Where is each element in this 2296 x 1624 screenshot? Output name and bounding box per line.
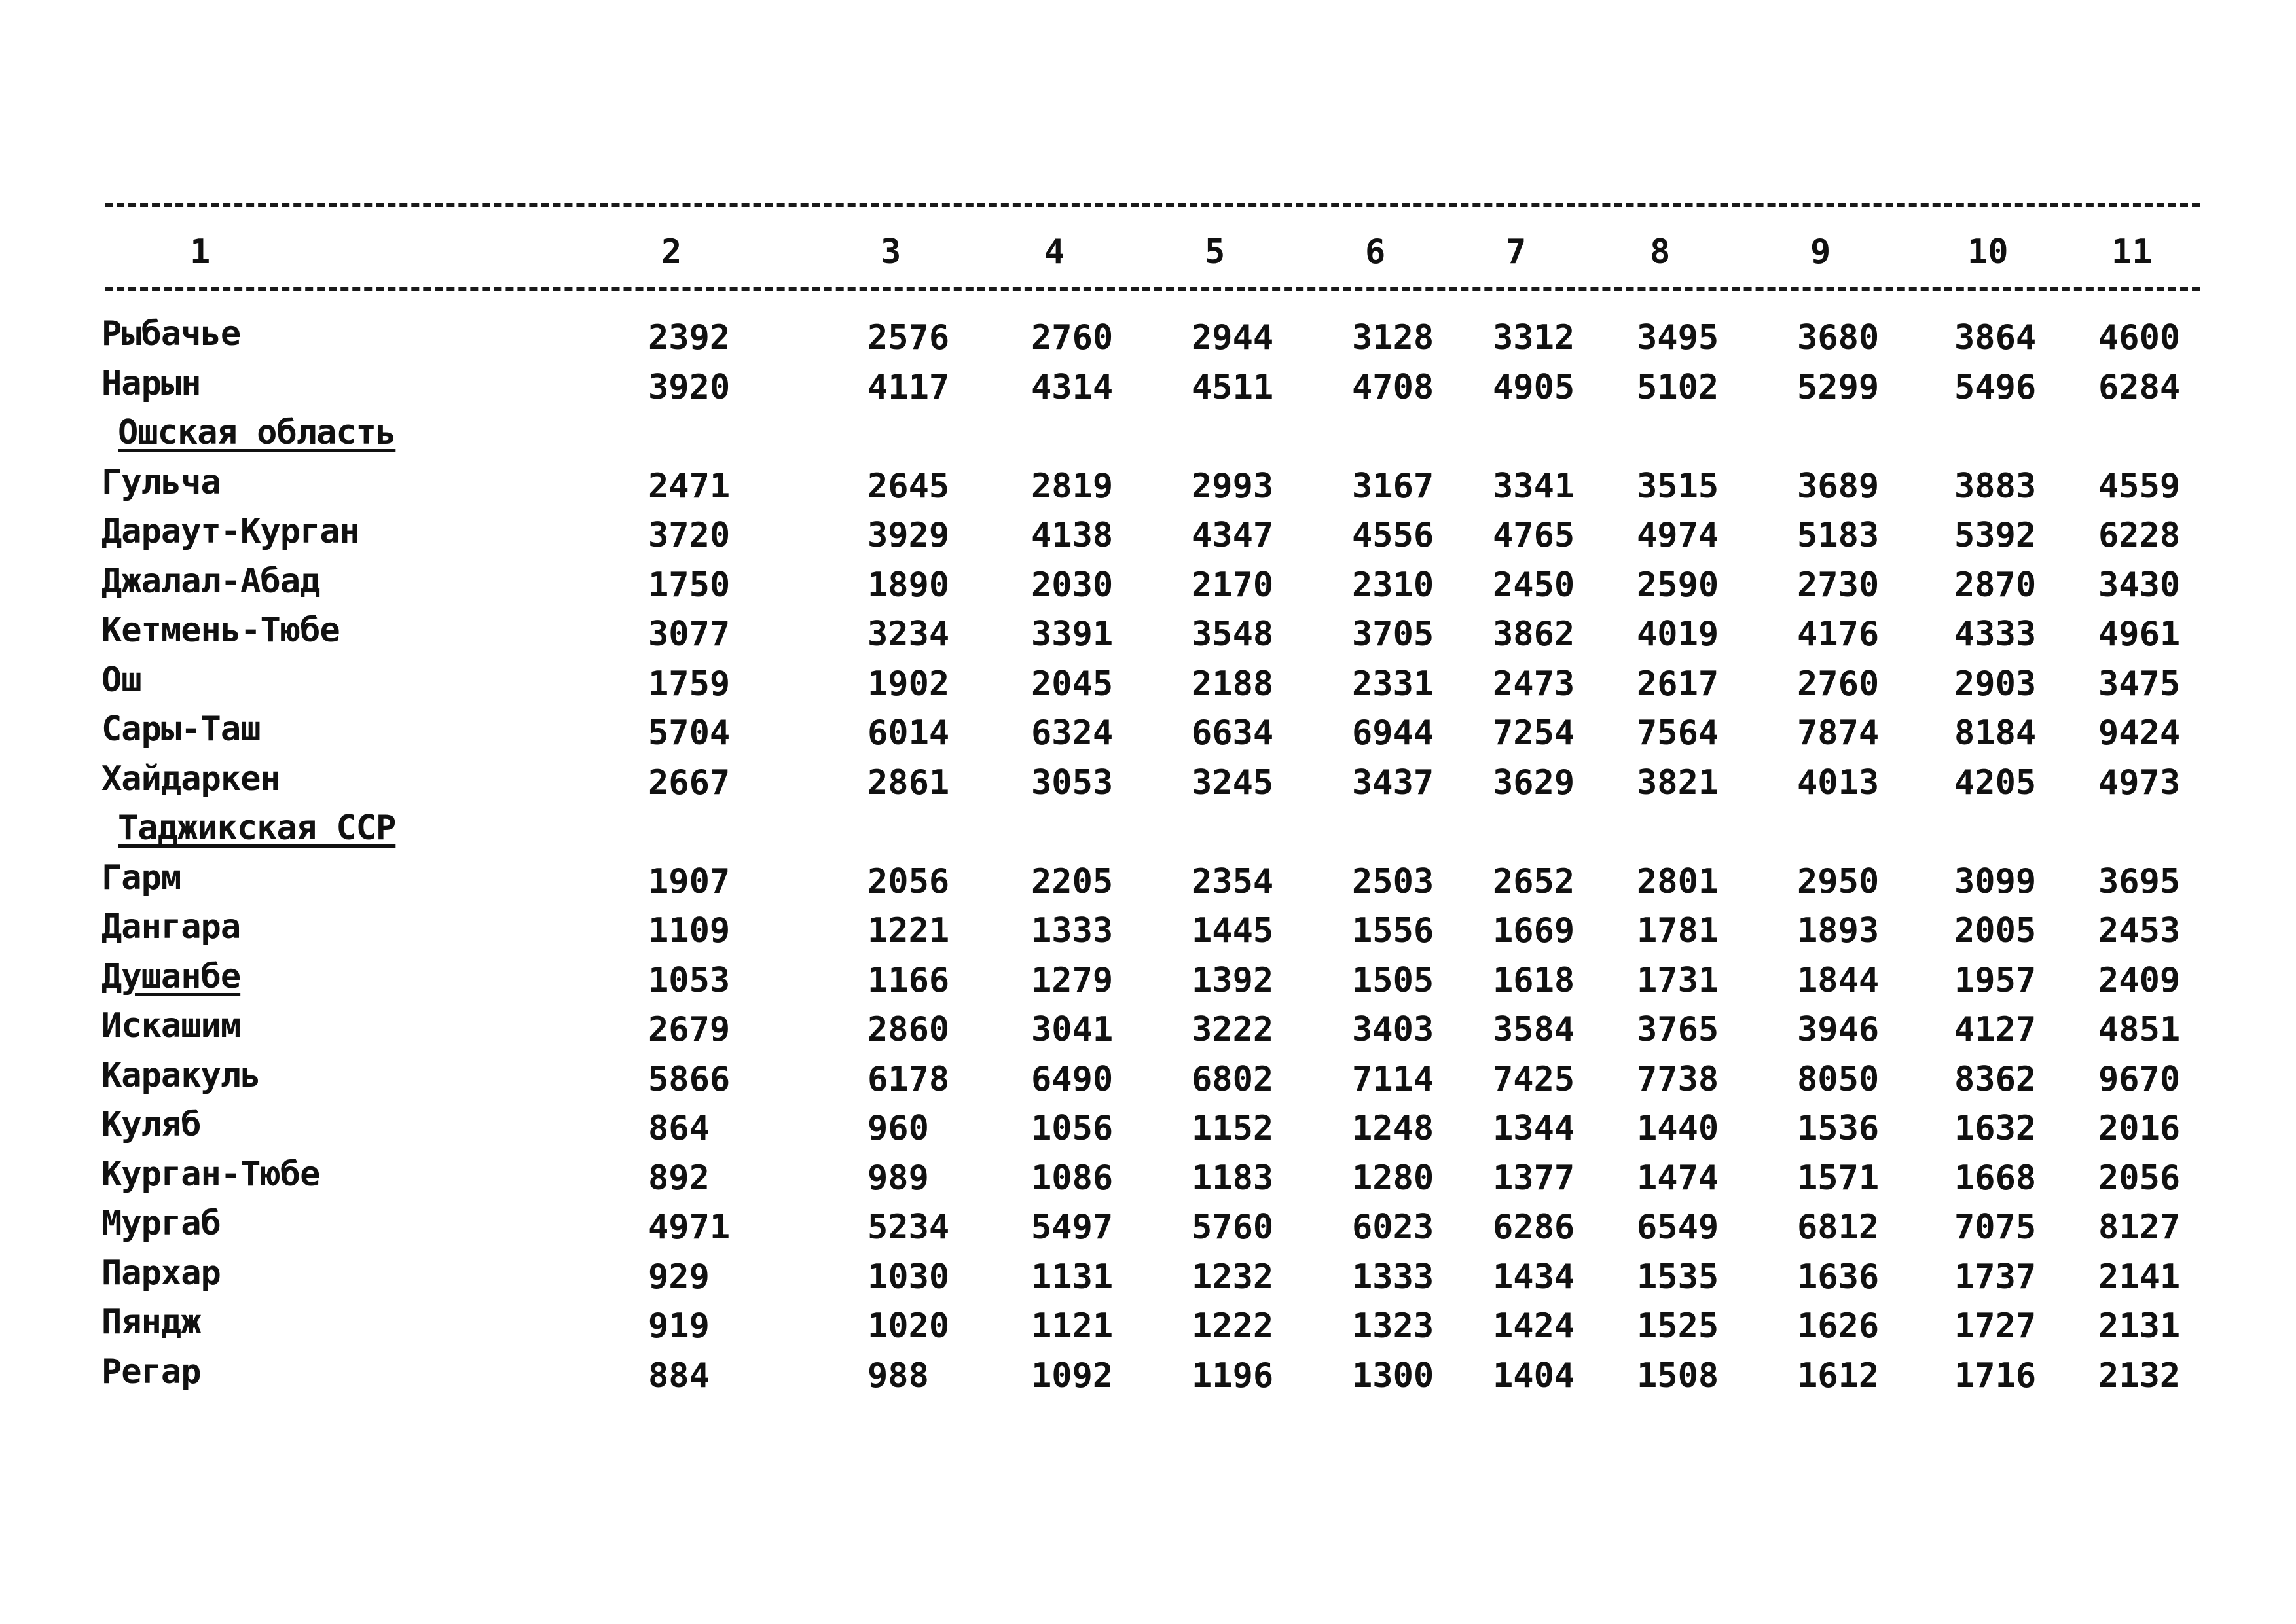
- cell-col-3: 3234: [867, 615, 950, 654]
- cell-col-10: 8362: [1954, 1059, 2037, 1099]
- station-name: Пархар: [101, 1253, 221, 1293]
- cell-col-8: 3515: [1637, 466, 1719, 506]
- table-row: [0, 759, 2296, 808]
- cell-col-6: 2310: [1352, 565, 1434, 605]
- cell-col-4: 4138: [1031, 516, 1114, 555]
- cell-col-9: 1636: [1797, 1257, 1880, 1297]
- cell-col-3: 1020: [867, 1307, 950, 1346]
- station-name: Сары-Таш: [101, 710, 261, 749]
- cell-col-11: 6284: [2098, 367, 2181, 407]
- cell-col-2: 5704: [648, 713, 731, 753]
- cell-col-11: 2141: [2098, 1257, 2181, 1297]
- cell-col-6: 1556: [1352, 911, 1434, 950]
- cell-col-9: 4176: [1797, 615, 1880, 654]
- cell-col-3: 2860: [867, 1010, 950, 1049]
- cell-col-4: 1056: [1031, 1109, 1114, 1148]
- cell-col-8: 7738: [1637, 1059, 1719, 1099]
- cell-col-5: 6802: [1192, 1059, 1274, 1099]
- cell-col-9: 6812: [1797, 1208, 1880, 1247]
- cell-col-6: 4708: [1352, 367, 1434, 407]
- cell-col-2: 2471: [648, 466, 731, 506]
- column-header-9: 9: [1810, 232, 1831, 272]
- cell-col-10: 7075: [1954, 1208, 2037, 1247]
- cell-col-5: 4511: [1192, 367, 1274, 407]
- cell-col-6: 1280: [1352, 1158, 1434, 1198]
- cell-col-10: 4205: [1954, 763, 2037, 803]
- cell-col-2: 1907: [648, 861, 731, 901]
- cell-col-3: 1166: [867, 960, 950, 1000]
- cell-col-6: 1505: [1352, 960, 1434, 1000]
- cell-col-7: 1618: [1493, 960, 1575, 1000]
- cell-col-10: 5496: [1954, 367, 2037, 407]
- column-header-6: 6: [1365, 232, 1386, 272]
- cell-col-2: 919: [648, 1307, 710, 1346]
- cell-col-4: 1333: [1031, 911, 1114, 950]
- cell-col-4: 3391: [1031, 615, 1114, 654]
- cell-col-4: 1279: [1031, 960, 1114, 1000]
- cell-col-2: 3077: [648, 615, 731, 654]
- cell-col-11: 4961: [2098, 615, 2181, 654]
- cell-col-4: 5497: [1031, 1208, 1114, 1247]
- cell-col-10: 3883: [1954, 466, 2037, 506]
- cell-col-3: 1030: [867, 1257, 950, 1297]
- cell-col-2: 3720: [648, 516, 731, 555]
- region-heading-row: [0, 808, 2296, 857]
- cell-col-5: 2993: [1192, 466, 1274, 506]
- cell-col-9: 5299: [1797, 367, 1880, 407]
- station-name: Каракуль: [101, 1055, 261, 1095]
- cell-col-7: 7425: [1493, 1059, 1575, 1099]
- station-name: Дангара: [101, 907, 241, 947]
- column-header-8: 8: [1650, 232, 1671, 272]
- table-row: [0, 562, 2296, 611]
- region-heading-row: [0, 413, 2296, 462]
- cell-col-3: 960: [867, 1109, 929, 1148]
- cell-col-5: 1232: [1192, 1257, 1274, 1297]
- cell-col-5: 3548: [1192, 615, 1274, 654]
- station-name: Душанбе: [101, 956, 241, 996]
- cell-col-2: 929: [648, 1257, 710, 1297]
- cell-col-4: 1131: [1031, 1257, 1114, 1297]
- cell-col-9: 1626: [1797, 1307, 1880, 1346]
- table-row: [0, 463, 2296, 512]
- table-row: [0, 364, 2296, 413]
- cell-col-5: 1196: [1192, 1356, 1274, 1396]
- cell-col-3: 2056: [867, 861, 950, 901]
- cell-col-10: 5392: [1954, 516, 2037, 555]
- cell-col-10: 1727: [1954, 1307, 2037, 1346]
- station-name: Дараут-Курган: [101, 512, 359, 551]
- cell-col-3: 4117: [867, 367, 950, 407]
- cell-col-9: 8050: [1797, 1059, 1880, 1099]
- cell-col-8: 2617: [1637, 664, 1719, 704]
- cell-col-2: 864: [648, 1109, 710, 1148]
- cell-col-7: 1404: [1493, 1356, 1575, 1396]
- cell-col-11: 2409: [2098, 960, 2181, 1000]
- cell-col-4: 2760: [1031, 318, 1114, 357]
- column-header-10: 10: [1967, 232, 2009, 272]
- station-name: Рыбачье: [101, 314, 241, 353]
- cell-col-11: 8127: [2098, 1208, 2181, 1247]
- cell-col-9: 1893: [1797, 911, 1880, 950]
- cell-col-2: 1759: [648, 664, 731, 704]
- cell-col-4: 1121: [1031, 1307, 1114, 1346]
- cell-col-5: 2354: [1192, 861, 1274, 901]
- cell-col-9: 5183: [1797, 516, 1880, 555]
- cell-col-10: 4127: [1954, 1010, 2037, 1049]
- cell-col-3: 2576: [867, 318, 950, 357]
- table-row: [0, 1204, 2296, 1253]
- cell-col-7: 2473: [1493, 664, 1575, 704]
- cell-col-7: 3312: [1493, 318, 1575, 357]
- cell-col-9: 7874: [1797, 713, 1880, 753]
- cell-col-3: 6178: [867, 1059, 950, 1099]
- cell-col-10: 3864: [1954, 318, 2037, 357]
- cell-col-8: 5102: [1637, 367, 1719, 407]
- cell-col-8: 1535: [1637, 1257, 1719, 1297]
- cell-col-7: 7254: [1493, 713, 1575, 753]
- region-name: Таджикская ССР: [118, 808, 396, 848]
- cell-col-3: 988: [867, 1356, 929, 1396]
- cell-col-11: 2132: [2098, 1356, 2181, 1396]
- cell-col-8: 7564: [1637, 713, 1719, 753]
- cell-col-8: 2801: [1637, 861, 1719, 901]
- cell-col-4: 2045: [1031, 664, 1114, 704]
- station-name: Гарм: [101, 857, 181, 897]
- cell-col-6: 1323: [1352, 1307, 1434, 1346]
- cell-col-7: 6286: [1493, 1208, 1575, 1247]
- cell-col-4: 6324: [1031, 713, 1114, 753]
- header-dashed-rule: [105, 287, 2200, 291]
- cell-col-10: 1668: [1954, 1158, 2037, 1198]
- cell-col-8: 4974: [1637, 516, 1719, 555]
- table-row: [0, 1155, 2296, 1204]
- column-header-11: 11: [2111, 232, 2153, 272]
- station-name: Мургаб: [101, 1204, 221, 1243]
- table-row: [0, 710, 2296, 759]
- cell-col-7: 2652: [1493, 861, 1575, 901]
- table-row: [0, 1105, 2296, 1154]
- cell-col-11: 2453: [2098, 911, 2181, 950]
- cell-col-9: 1844: [1797, 960, 1880, 1000]
- column-header-4: 4: [1044, 232, 1065, 272]
- cell-col-5: 2188: [1192, 664, 1274, 704]
- cell-col-5: 1152: [1192, 1109, 1274, 1148]
- cell-col-8: 1731: [1637, 960, 1719, 1000]
- cell-col-10: 1716: [1954, 1356, 2037, 1396]
- cell-col-9: 3689: [1797, 466, 1880, 506]
- cell-col-5: 5760: [1192, 1208, 1274, 1247]
- cell-col-4: 3041: [1031, 1010, 1114, 1049]
- cell-col-2: 4971: [648, 1208, 731, 1247]
- cell-col-10: 3099: [1954, 861, 2037, 901]
- cell-col-9: 2760: [1797, 664, 1880, 704]
- cell-col-3: 989: [867, 1158, 929, 1198]
- cell-col-7: 1669: [1493, 911, 1575, 950]
- cell-col-6: 6944: [1352, 713, 1434, 753]
- station-name: Искашим: [101, 1006, 241, 1045]
- cell-col-8: 1525: [1637, 1307, 1719, 1346]
- cell-col-9: 2730: [1797, 565, 1880, 605]
- cell-col-10: 1737: [1954, 1257, 2037, 1297]
- cell-col-10: 2903: [1954, 664, 2037, 704]
- cell-col-7: 4905: [1493, 367, 1575, 407]
- station-name: Кетмень-Тюбе: [101, 611, 340, 650]
- table-row: [0, 1056, 2296, 1105]
- table-row: [0, 314, 2296, 363]
- cell-col-9: 3946: [1797, 1010, 1880, 1049]
- cell-col-9: 2950: [1797, 861, 1880, 901]
- cell-col-2: 892: [648, 1158, 710, 1198]
- cell-col-9: 1571: [1797, 1158, 1880, 1198]
- cell-col-8: 2590: [1637, 565, 1719, 605]
- cell-col-11: 4600: [2098, 318, 2181, 357]
- top-dashed-rule: [105, 203, 2200, 207]
- cell-col-11: 2056: [2098, 1158, 2181, 1198]
- cell-col-7: 3341: [1493, 466, 1575, 506]
- cell-col-2: 5866: [648, 1059, 731, 1099]
- cell-col-10: 4333: [1954, 615, 2037, 654]
- cell-col-9: 3680: [1797, 318, 1880, 357]
- cell-col-7: 2450: [1493, 565, 1575, 605]
- cell-col-11: 9670: [2098, 1059, 2181, 1099]
- column-header-1: 1: [190, 232, 211, 272]
- cell-col-4: 1086: [1031, 1158, 1114, 1198]
- table-row: [0, 1303, 2296, 1352]
- cell-col-6: 3403: [1352, 1010, 1434, 1049]
- station-name: Курган-Тюбе: [101, 1154, 320, 1194]
- station-name: Джалал-Абад: [101, 561, 320, 601]
- cell-col-11: 4973: [2098, 763, 2181, 803]
- cell-col-8: 4019: [1637, 615, 1719, 654]
- cell-col-9: 1612: [1797, 1356, 1880, 1396]
- cell-col-7: 3862: [1493, 615, 1575, 654]
- cell-col-4: 1092: [1031, 1356, 1114, 1396]
- column-header-2: 2: [661, 232, 682, 272]
- cell-col-6: 1333: [1352, 1257, 1434, 1297]
- cell-col-5: 2170: [1192, 565, 1274, 605]
- station-name: Гульча: [101, 462, 221, 502]
- cell-col-5: 1445: [1192, 911, 1274, 950]
- region-name: Ошская область: [118, 413, 396, 452]
- cell-col-8: 1508: [1637, 1356, 1719, 1396]
- cell-col-8: 1440: [1637, 1109, 1719, 1148]
- cell-col-10: 1632: [1954, 1109, 2037, 1148]
- cell-col-3: 1902: [867, 664, 950, 704]
- cell-col-4: 3053: [1031, 763, 1114, 803]
- cell-col-5: 2944: [1192, 318, 1274, 357]
- cell-col-6: 6023: [1352, 1208, 1434, 1247]
- cell-col-11: 4559: [2098, 466, 2181, 506]
- table-row: [0, 907, 2296, 956]
- cell-col-3: 2645: [867, 466, 950, 506]
- cell-col-11: 4851: [2098, 1010, 2181, 1049]
- cell-col-5: 6634: [1192, 713, 1274, 753]
- cell-col-5: 3245: [1192, 763, 1274, 803]
- table-row: [0, 1006, 2296, 1055]
- cell-col-6: 3167: [1352, 466, 1434, 506]
- cell-col-11: 6228: [2098, 516, 2181, 555]
- station-name: Хайдаркен: [101, 759, 280, 799]
- cell-col-10: 2870: [1954, 565, 2037, 605]
- cell-col-5: 1183: [1192, 1158, 1274, 1198]
- table-row: [0, 512, 2296, 561]
- cell-col-5: 4347: [1192, 516, 1274, 555]
- cell-col-2: 2392: [648, 318, 731, 357]
- cell-col-3: 1221: [867, 911, 950, 950]
- cell-col-6: 2331: [1352, 664, 1434, 704]
- cell-col-8: 6549: [1637, 1208, 1719, 1247]
- cell-col-2: 2667: [648, 763, 731, 803]
- cell-col-2: 1109: [648, 911, 731, 950]
- cell-col-8: 3821: [1637, 763, 1719, 803]
- cell-col-9: 1536: [1797, 1109, 1880, 1148]
- table-row: [0, 660, 2296, 710]
- cell-col-6: 1248: [1352, 1109, 1434, 1148]
- cell-col-11: 2131: [2098, 1307, 2181, 1346]
- cell-col-10: 2005: [1954, 911, 2037, 950]
- cell-col-11: 3430: [2098, 565, 2181, 605]
- cell-col-10: 8184: [1954, 713, 2037, 753]
- cell-col-4: 2030: [1031, 565, 1114, 605]
- cell-col-3: 1890: [867, 565, 950, 605]
- cell-col-8: 3765: [1637, 1010, 1719, 1049]
- cell-col-7: 1424: [1493, 1307, 1575, 1346]
- cell-col-2: 2679: [648, 1010, 731, 1049]
- column-header-3: 3: [881, 232, 902, 272]
- station-name: Куляб: [101, 1105, 201, 1144]
- station-name: Регар: [101, 1352, 201, 1392]
- cell-col-7: 1434: [1493, 1257, 1575, 1297]
- column-header-7: 7: [1506, 232, 1527, 272]
- cell-col-2: 3920: [648, 367, 731, 407]
- table-row: [0, 1254, 2296, 1303]
- cell-col-5: 3222: [1192, 1010, 1274, 1049]
- column-header-5: 5: [1205, 232, 1226, 272]
- station-name: Нарын: [101, 363, 201, 403]
- cell-col-9: 4013: [1797, 763, 1880, 803]
- cell-col-3: 5234: [867, 1208, 950, 1247]
- cell-col-3: 2861: [867, 763, 950, 803]
- cell-col-7: 1344: [1493, 1109, 1575, 1148]
- cell-col-7: 1377: [1493, 1158, 1575, 1198]
- cell-col-11: 3695: [2098, 861, 2181, 901]
- cell-col-3: 6014: [867, 713, 950, 753]
- cell-col-6: 3128: [1352, 318, 1434, 357]
- cell-col-4: 2819: [1031, 466, 1114, 506]
- cell-col-6: 2503: [1352, 861, 1434, 901]
- cell-col-5: 1392: [1192, 960, 1274, 1000]
- cell-col-2: 884: [648, 1356, 710, 1396]
- cell-col-8: 1781: [1637, 911, 1719, 950]
- cell-col-2: 1750: [648, 565, 731, 605]
- cell-col-6: 3437: [1352, 763, 1434, 803]
- cell-col-11: 2016: [2098, 1109, 2181, 1148]
- cell-col-6: 1300: [1352, 1356, 1434, 1396]
- cell-col-10: 1957: [1954, 960, 2037, 1000]
- table-row: [0, 611, 2296, 660]
- cell-col-6: 4556: [1352, 516, 1434, 555]
- table-row: [0, 957, 2296, 1006]
- cell-col-11: 3475: [2098, 664, 2181, 704]
- table-row: [0, 1352, 2296, 1401]
- cell-col-7: 3629: [1493, 763, 1575, 803]
- station-name: Пяндж: [101, 1303, 201, 1342]
- cell-col-6: 7114: [1352, 1059, 1434, 1099]
- cell-col-8: 3495: [1637, 318, 1719, 357]
- cell-col-7: 4765: [1493, 516, 1575, 555]
- cell-col-5: 1222: [1192, 1307, 1274, 1346]
- cell-col-11: 9424: [2098, 713, 2181, 753]
- cell-col-8: 1474: [1637, 1158, 1719, 1198]
- cell-col-2: 1053: [648, 960, 731, 1000]
- cell-col-3: 3929: [867, 516, 950, 555]
- cell-col-4: 4314: [1031, 367, 1114, 407]
- cell-col-7: 3584: [1493, 1010, 1575, 1049]
- cell-col-6: 3705: [1352, 615, 1434, 654]
- cell-col-4: 6490: [1031, 1059, 1114, 1099]
- table-row: [0, 858, 2296, 907]
- station-name: Ош: [101, 660, 141, 700]
- cell-col-4: 2205: [1031, 861, 1114, 901]
